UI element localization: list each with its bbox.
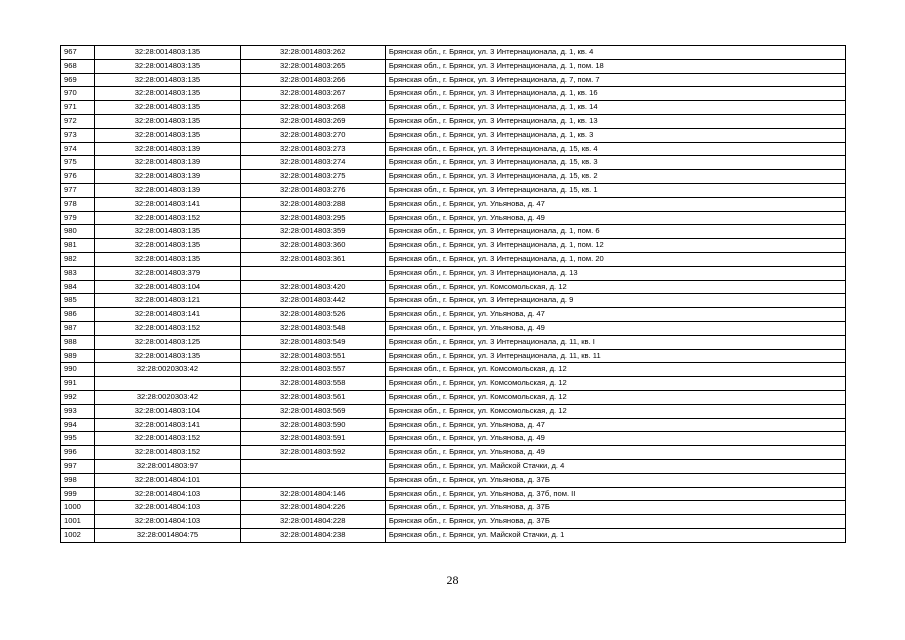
row-number-cell: 992	[61, 390, 95, 404]
address-cell: Брянская обл., г. Брянск, ул. 3 Интернационала, д. 11, кв. 11	[385, 349, 845, 363]
object-number-cell: 32:28:0014803:557	[240, 363, 385, 377]
table-row	[61, 59, 846, 73]
address-cell: Брянская обл., г. Брянск, ул. Ульянова, д. 37Б	[385, 501, 845, 515]
parcel-number-cell: 32:28:0014803:139	[95, 170, 240, 184]
row-number-cell: 976	[61, 170, 95, 184]
row-number-cell: 969	[61, 73, 95, 87]
table-row	[61, 501, 846, 515]
object-number-cell: 32:28:0014803:592	[240, 446, 385, 460]
address-cell: Брянская обл., г. Брянск, ул. 3 Интернационала, д. 1, пом. 20	[385, 252, 845, 266]
table-row	[61, 128, 846, 142]
object-number-cell	[240, 473, 385, 487]
address-cell: Брянская обл., г. Брянск, ул. Ульянова, д. 37Б	[385, 515, 845, 529]
table-row	[61, 404, 846, 418]
object-number-cell: 32:28:0014803:274	[240, 156, 385, 170]
object-number-cell: 32:28:0014803:561	[240, 390, 385, 404]
row-number-cell: 972	[61, 114, 95, 128]
object-number-cell: 32:28:0014803:442	[240, 294, 385, 308]
table-row	[61, 170, 846, 184]
object-number-cell: 32:28:0014803:551	[240, 349, 385, 363]
address-cell: Брянская обл., г. Брянск, ул. Комсомольская, д. 12	[385, 363, 845, 377]
object-number-cell: 32:28:0014803:275	[240, 170, 385, 184]
object-number-cell: 32:28:0014803:420	[240, 280, 385, 294]
table-row	[61, 349, 846, 363]
address-cell: Брянская обл., г. Брянск, ул. 3 Интернационала, д. 15, кв. 2	[385, 170, 845, 184]
object-number-cell: 32:28:0014803:266	[240, 73, 385, 87]
table-row	[61, 321, 846, 335]
address-cell: Брянская обл., г. Брянск, ул. 3 Интернационала, д. 1, кв. 16	[385, 87, 845, 101]
table-row	[61, 239, 846, 253]
parcel-number-cell: 32:28:0014803:135	[95, 239, 240, 253]
object-number-cell: 32:28:0014804:226	[240, 501, 385, 515]
row-number-cell: 999	[61, 487, 95, 501]
row-number-cell: 967	[61, 46, 95, 60]
address-cell: Брянская обл., г. Брянск, ул. Ульянова, д. 49	[385, 211, 845, 225]
address-cell: Брянская обл., г. Брянск, ул. 3 Интернационала, д. 9	[385, 294, 845, 308]
row-number-cell: 995	[61, 432, 95, 446]
parcel-number-cell: 32:28:0014804:103	[95, 515, 240, 529]
table-row	[61, 515, 846, 529]
address-cell: Брянская обл., г. Брянск, ул. 3 Интернационала, д. 1, кв. 13	[385, 114, 845, 128]
row-number-cell: 989	[61, 349, 95, 363]
row-number-cell: 985	[61, 294, 95, 308]
address-cell: Брянская обл., г. Брянск, ул. 3 Интернационала, д. 15, кв. 1	[385, 183, 845, 197]
object-number-cell: 32:28:0014803:569	[240, 404, 385, 418]
object-number-cell: 32:28:0014803:269	[240, 114, 385, 128]
object-number-cell: 32:28:0014803:361	[240, 252, 385, 266]
table-row	[61, 280, 846, 294]
object-number-cell	[240, 266, 385, 280]
address-cell: Брянская обл., г. Брянск, ул. 3 Интернационала, д. 1, пом. 6	[385, 225, 845, 239]
address-cell: Брянская обл., г. Брянск, ул. 3 Интернационала, д. 15, кв. 4	[385, 142, 845, 156]
object-number-cell: 32:28:0014803:360	[240, 239, 385, 253]
page-number: 28	[446, 573, 459, 587]
row-number-cell: 977	[61, 183, 95, 197]
parcel-number-cell: 32:28:0014803:141	[95, 308, 240, 322]
object-number-cell: 32:28:0014803:273	[240, 142, 385, 156]
row-number-cell: 974	[61, 142, 95, 156]
row-number-cell: 983	[61, 266, 95, 280]
address-cell: Брянская обл., г. Брянск, ул. 3 Интернационала, д. 1, пом. 12	[385, 239, 845, 253]
table-row	[61, 446, 846, 460]
parcel-number-cell: 32:28:0014804:103	[95, 501, 240, 515]
row-number-cell: 991	[61, 377, 95, 391]
object-number-cell: 32:28:0014803:267	[240, 87, 385, 101]
address-cell: Брянская обл., г. Брянск, ул. 3 Интернационала, д. 1, кв. 3	[385, 128, 845, 142]
table-row	[61, 73, 846, 87]
row-number-cell: 993	[61, 404, 95, 418]
table-row	[61, 473, 846, 487]
parcel-number-cell: 32:28:0014803:121	[95, 294, 240, 308]
parcel-number-cell: 32:28:0014803:379	[95, 266, 240, 280]
parcel-number-cell: 32:28:0014803:135	[95, 225, 240, 239]
parcel-number-cell: 32:28:0014803:104	[95, 280, 240, 294]
parcel-number-cell: 32:28:0014803:135	[95, 128, 240, 142]
parcel-number-cell: 32:28:0014803:97	[95, 459, 240, 473]
address-cell: Брянская обл., г. Брянск, ул. Ульянова, д. 37Б	[385, 473, 845, 487]
address-cell: Брянская обл., г. Брянск, ул. Ульянова, д. 37б, пом. II	[385, 487, 845, 501]
table-row	[61, 432, 846, 446]
table-row	[61, 528, 846, 542]
object-number-cell: 32:28:0014804:146	[240, 487, 385, 501]
table-row	[61, 114, 846, 128]
row-number-cell: 986	[61, 308, 95, 322]
table-row	[61, 142, 846, 156]
object-number-cell: 32:28:0014803:276	[240, 183, 385, 197]
row-number-cell: 968	[61, 59, 95, 73]
row-number-cell: 997	[61, 459, 95, 473]
row-number-cell: 1001	[61, 515, 95, 529]
table-row	[61, 87, 846, 101]
object-number-cell: 32:28:0014804:228	[240, 515, 385, 529]
parcel-number-cell: 32:28:0014803:135	[95, 252, 240, 266]
parcel-number-cell: 32:28:0014803:104	[95, 404, 240, 418]
object-number-cell: 32:28:0014803:265	[240, 59, 385, 73]
address-cell: Брянская обл., г. Брянск, ул. 3 Интернационала, д. 15, кв. 3	[385, 156, 845, 170]
object-number-cell: 32:28:0014803:558	[240, 377, 385, 391]
table-row	[61, 101, 846, 115]
row-number-cell: 998	[61, 473, 95, 487]
row-number-cell: 1000	[61, 501, 95, 515]
table-row	[61, 487, 846, 501]
row-number-cell: 979	[61, 211, 95, 225]
address-cell: Брянская обл., г. Брянск, ул. Ульянова, д. 49	[385, 446, 845, 460]
address-cell: Брянская обл., г. Брянск, ул. 3 Интернационала, д. 7, пом. 7	[385, 73, 845, 87]
parcel-number-cell: 32:28:0014803:135	[95, 73, 240, 87]
object-number-cell: 32:28:0014803:359	[240, 225, 385, 239]
table-row	[61, 418, 846, 432]
address-cell: Брянская обл., г. Брянск, ул. Майской Стачки, д. 4	[385, 459, 845, 473]
address-cell: Брянская обл., г. Брянск, ул. Комсомольская, д. 12	[385, 377, 845, 391]
address-cell: Брянская обл., г. Брянск, ул. 3 Интернационала, д. 1, кв. 14	[385, 101, 845, 115]
row-number-cell: 981	[61, 239, 95, 253]
parcel-number-cell: 32:28:0014803:152	[95, 211, 240, 225]
table-row	[61, 156, 846, 170]
object-number-cell: 32:28:0014803:270	[240, 128, 385, 142]
address-cell: Брянская обл., г. Брянск, ул. Ульянова, д. 49	[385, 321, 845, 335]
address-cell: Брянская обл., г. Брянск, ул. Ульянова, д. 47	[385, 308, 845, 322]
parcel-number-cell: 32:28:0014803:135	[95, 101, 240, 115]
parcel-number-cell: 32:28:0014803:135	[95, 87, 240, 101]
parcel-number-cell: 32:28:0014804:75	[95, 528, 240, 542]
table-row	[61, 459, 846, 473]
table-row	[61, 335, 846, 349]
object-number-cell	[240, 459, 385, 473]
table-row	[61, 363, 846, 377]
object-number-cell: 32:28:0014804:238	[240, 528, 385, 542]
table-row	[61, 197, 846, 211]
address-cell: Брянская обл., г. Брянск, ул. 3 Интернационала, д. 13	[385, 266, 845, 280]
object-number-cell: 32:28:0014803:549	[240, 335, 385, 349]
row-number-cell: 994	[61, 418, 95, 432]
table-row	[61, 390, 846, 404]
address-cell: Брянская обл., г. Брянск, ул. 3 Интернационала, д. 1, кв. 4	[385, 46, 845, 60]
row-number-cell: 990	[61, 363, 95, 377]
address-cell: Брянская обл., г. Брянск, ул. Майской Стачки, д. 1	[385, 528, 845, 542]
parcel-number-cell: 32:28:0014803:139	[95, 183, 240, 197]
row-number-cell: 978	[61, 197, 95, 211]
object-number-cell: 32:28:0014803:591	[240, 432, 385, 446]
row-number-cell: 996	[61, 446, 95, 460]
table-row	[61, 377, 846, 391]
parcel-number-cell: 32:28:0014803:135	[95, 59, 240, 73]
row-number-cell: 970	[61, 87, 95, 101]
parcel-number-cell: 32:28:0014803:135	[95, 114, 240, 128]
parcel-number-cell: 32:28:0014804:101	[95, 473, 240, 487]
address-cell: Брянская обл., г. Брянск, ул. 3 Интернационала, д. 1, пом. 18	[385, 59, 845, 73]
table-row	[61, 308, 846, 322]
parcel-number-cell	[95, 377, 240, 391]
address-cell: Брянская обл., г. Брянск, ул. Ульянова, д. 47	[385, 197, 845, 211]
parcel-number-cell: 32:28:0014803:139	[95, 156, 240, 170]
address-cell: Брянская обл., г. Брянск, ул. Ульянова, д. 49	[385, 432, 845, 446]
parcel-number-cell: 32:28:0014803:141	[95, 418, 240, 432]
table-row	[61, 183, 846, 197]
parcel-number-cell: 32:28:0014803:125	[95, 335, 240, 349]
object-number-cell: 32:28:0014803:526	[240, 308, 385, 322]
table-row	[61, 294, 846, 308]
row-number-cell: 975	[61, 156, 95, 170]
table-row	[61, 252, 846, 266]
row-number-cell: 980	[61, 225, 95, 239]
parcel-number-cell: 32:28:0014803:152	[95, 446, 240, 460]
row-number-cell: 1002	[61, 528, 95, 542]
address-cell: Брянская обл., г. Брянск, ул. Комсомольская, д. 12	[385, 390, 845, 404]
object-number-cell: 32:28:0014803:548	[240, 321, 385, 335]
address-cell: Брянская обл., г. Брянск, ул. Комсомольская, д. 12	[385, 404, 845, 418]
parcel-number-cell: 32:28:0014803:141	[95, 197, 240, 211]
address-cell: Брянская обл., г. Брянск, ул. 3 Интернационала, д. 11, кв. I	[385, 335, 845, 349]
table-row	[61, 46, 846, 60]
parcel-number-cell: 32:28:0020303:42	[95, 390, 240, 404]
row-number-cell: 971	[61, 101, 95, 115]
parcel-number-cell: 32:28:0014804:103	[95, 487, 240, 501]
parcel-number-cell: 32:28:0014803:152	[95, 432, 240, 446]
object-number-cell: 32:28:0014803:268	[240, 101, 385, 115]
object-number-cell: 32:28:0014803:262	[240, 46, 385, 60]
table-body	[61, 46, 846, 543]
parcel-number-cell: 32:28:0014803:135	[95, 46, 240, 60]
row-number-cell: 982	[61, 252, 95, 266]
object-number-cell: 32:28:0014803:590	[240, 418, 385, 432]
table-row	[61, 266, 846, 280]
parcel-number-cell: 32:28:0014803:135	[95, 349, 240, 363]
row-number-cell: 988	[61, 335, 95, 349]
parcel-number-cell: 32:28:0014803:152	[95, 321, 240, 335]
cadastral-table	[60, 45, 846, 543]
parcel-number-cell: 32:28:0014803:139	[95, 142, 240, 156]
address-cell: Брянская обл., г. Брянск, ул. Комсомольская, д. 12	[385, 280, 845, 294]
parcel-number-cell: 32:28:0020303:42	[95, 363, 240, 377]
address-cell: Брянская обл., г. Брянск, ул. Ульянова, д. 47	[385, 418, 845, 432]
object-number-cell: 32:28:0014803:288	[240, 197, 385, 211]
object-number-cell: 32:28:0014803:295	[240, 211, 385, 225]
row-number-cell: 973	[61, 128, 95, 142]
table-row	[61, 225, 846, 239]
table-row	[61, 211, 846, 225]
row-number-cell: 984	[61, 280, 95, 294]
row-number-cell: 987	[61, 321, 95, 335]
